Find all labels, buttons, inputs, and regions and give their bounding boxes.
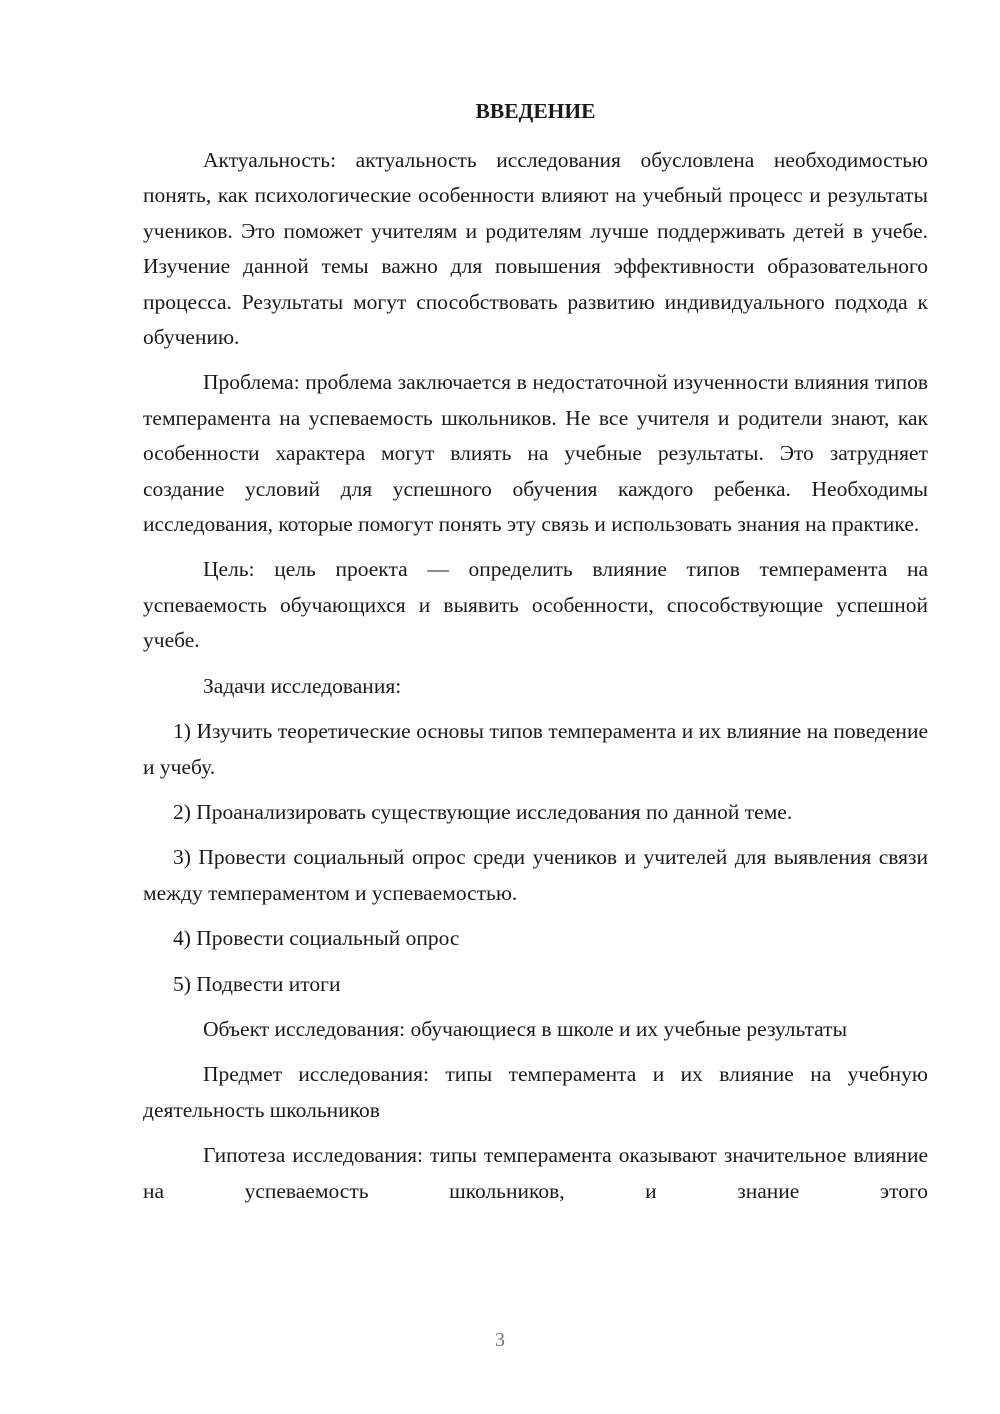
task-item-5: 5) Подвести итоги bbox=[173, 971, 341, 996]
page-number: 3 bbox=[495, 1329, 505, 1351]
page-heading: ВВЕДЕНИЕ bbox=[475, 99, 596, 123]
paragraph-hypothesis: Гипотеза исследования: типы темперамента оказывают значительное влияние на успеваемость школьников, и знание этого bbox=[143, 1143, 928, 1203]
document-body bbox=[143, 143, 928, 1209]
task-item-2: 2) Проанализировать существующие исследования по данной теме. bbox=[173, 799, 793, 824]
task-item-4: 4) Провести социальный опрос bbox=[173, 926, 460, 951]
task-item-3: 3) Провести социальный опрос среди учеников и учителей для выявления связи между темпераментом и успеваемостью. bbox=[143, 845, 928, 905]
paragraph-goal: Цель: цель проекта — определить влияние типов темперамента на успеваемость обучающихся и выявить особенности, способствующие успешной учебе. bbox=[143, 557, 928, 653]
paragraph-relevance: Актуальность: актуальность исследования обусловлена необходимостью понять, как психологические особенности влияют на учебный процесс и результаты учеников. Это поможет учителям и родителям лучше поддерживать детей в учебе. Изучение данной темы важно для повышения эффективности образовательного процесса. Результаты могут способствовать развитию индивидуального подхода к обучению. bbox=[143, 148, 928, 350]
paragraph-subject: Предмет исследования: типы темперамента и их влияние на учебную деятельность школьников bbox=[143, 1062, 928, 1122]
paragraph-object: Объект исследования: обучающиеся в школе и их учебные результаты bbox=[203, 1016, 848, 1041]
paragraph-tasks-heading: Задачи исследования: bbox=[203, 673, 402, 698]
task-item-1: 1) Изучить теоретические основы типов темперамента и их влияние на поведение и учебу. bbox=[143, 719, 928, 779]
paragraph-problem: Проблема: проблема заключается в недостаточной изученности влияния типов темперамента на успеваемость школьников. Не все учителя и родители знают, как особенности характера могут влиять на учебные результаты. Это затрудняет создание условий для успешного обучения каждого ребенка. Необходимы исследования, которые помогут понять эту связь и использовать знания на практике. bbox=[143, 370, 928, 537]
